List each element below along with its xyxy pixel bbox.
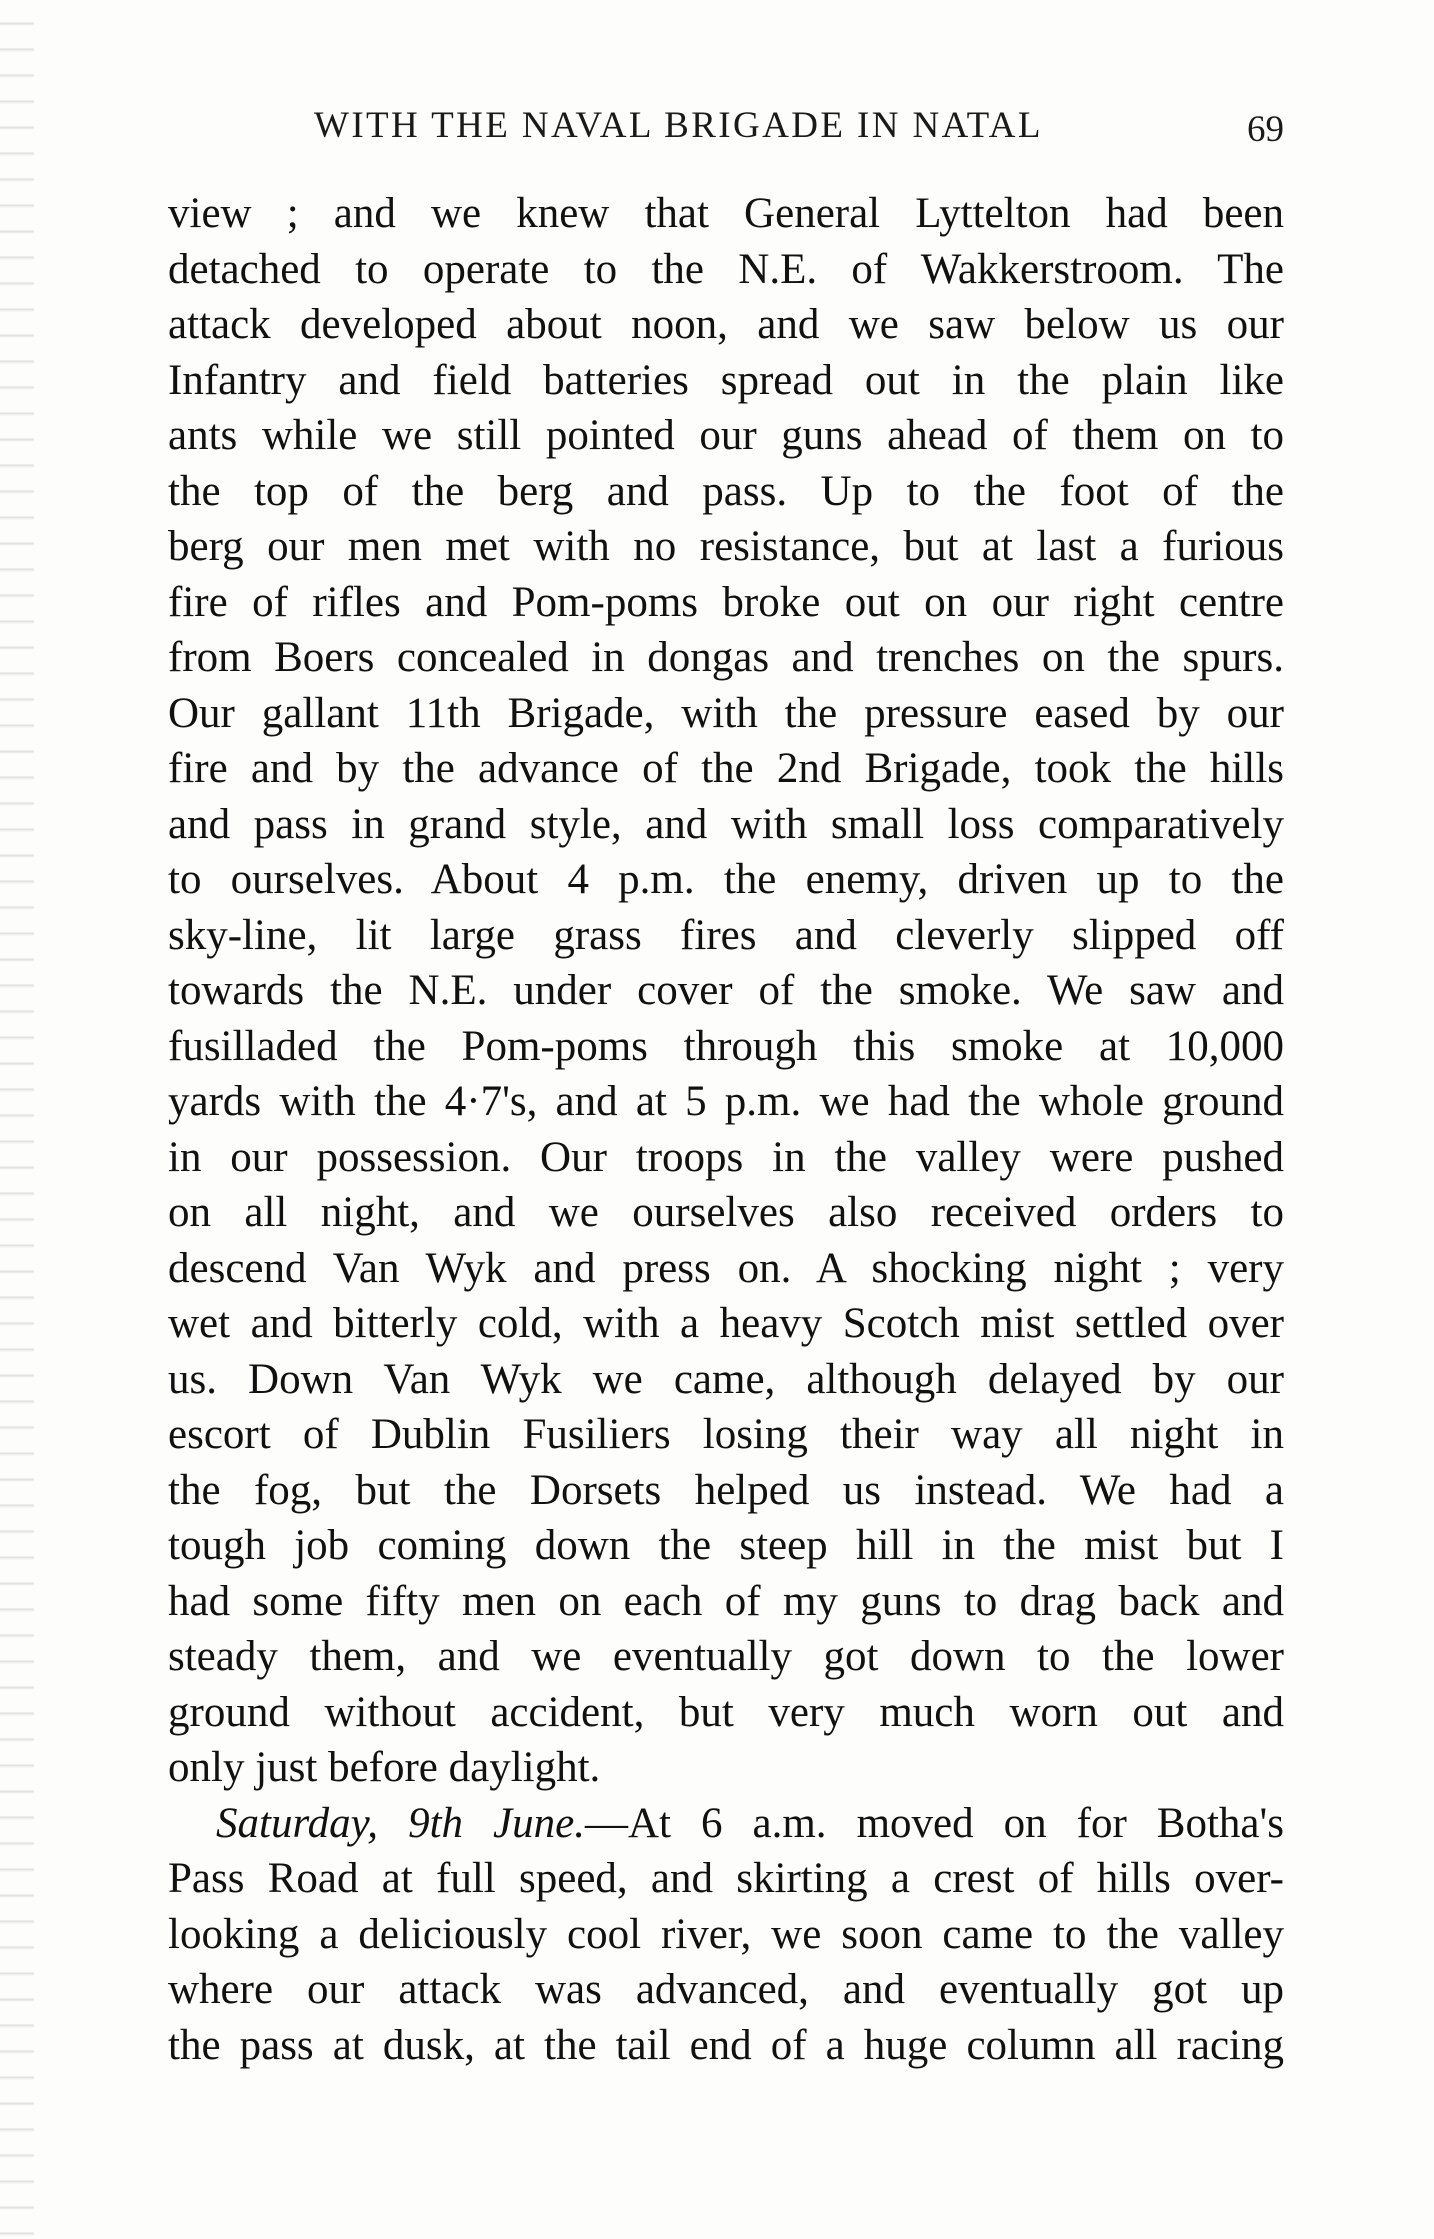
running-title: WITH THE NAVAL BRIGADE IN NATAL [314, 105, 1043, 146]
text-line: view ; and we knew that General Lyttelton had been [168, 190, 1284, 237]
text-line: Pass Road at full speed, and skirting a crest of hills over- [168, 1855, 1284, 1902]
entry-date: Saturday, 9th June. [216, 1799, 585, 1847]
text-line: the pass at dusk, at the tail end of a huge column all racing [168, 2021, 1284, 2069]
text-line: towards the N.E. under cover of the smoke. We saw and [168, 967, 1284, 1014]
text-line: us. Down Van Wyk we came, although delayed by our [168, 1355, 1284, 1403]
body-text [168, 186, 1284, 2073]
text-line: fire of rifles and Pom-poms broke out on our right centre [168, 578, 1284, 626]
page-number: 69 [1247, 109, 1284, 150]
text-line: and pass in grand style, and with small loss comparatively [168, 800, 1284, 848]
text-line: in our possession. Our troops in the valley were pushed [168, 1133, 1284, 1181]
text-line: Our gallant 11th Brigade, with the pressure eased by our [168, 689, 1284, 737]
text-line: fusilladed the Pom-poms through this smoke at 10,000 [168, 1022, 1284, 1070]
text-line: tough job coming down the steep hill in the mist but I [168, 1522, 1284, 1569]
text-line: the top of the berg and pass. Up to the foot of the [168, 467, 1284, 515]
text-line: looking a deliciously cool river, we soon came to the valley [168, 1910, 1284, 1958]
text-line: descend Van Wyk and press on. A shocking night ; very [168, 1244, 1284, 1292]
text-line: from Boers concealed in dongas and trenches on the spurs. [168, 634, 1284, 681]
text-line: the fog, but the Dorsets helped us instead. We had a [168, 1466, 1284, 1514]
text-line: steady them, and we eventually got down to the lower [168, 1633, 1284, 1680]
text-line: detached to operate to the N.E. of Wakkerstroom. The [168, 245, 1284, 293]
text-line: had some fifty men on each of my guns to drag back and [168, 1577, 1284, 1625]
running-header [168, 104, 1284, 154]
text-line: ground without accident, but very much worn out and [168, 1688, 1284, 1736]
text-line: where our attack was advanced, and eventually got up [168, 1966, 1284, 2013]
text-line: only just before daylight. [168, 1744, 601, 1791]
text-line: yards with the 4·7's, and at 5 p.m. we had the whole ground [168, 1078, 1284, 1125]
text-line: to ourselves. About 4 p.m. the enemy, driven up to the [168, 856, 1284, 903]
diary-entry-first-line [168, 1796, 1284, 1852]
text-line: on all night, and we ourselves also received orders to [168, 1189, 1284, 1236]
entry-text: —At 6 a.m. moved on for Botha's [584, 1799, 1284, 1847]
text-line: sky-line, lit large grass fires and cleverly slipped off [168, 911, 1284, 959]
text-line: ants while we still pointed our guns ahead of them on to [168, 412, 1284, 459]
text-line: fire and by the advance of the 2nd Brigade, took the hills [168, 745, 1284, 792]
text-line: escort of Dublin Fusiliers losing their way all night in [168, 1411, 1284, 1458]
text-line: wet and bitterly cold, with a heavy Scotch mist settled over [168, 1300, 1284, 1347]
text-line: Infantry and field batteries spread out in the plain like [168, 356, 1284, 404]
binding-gutter [0, 0, 34, 2239]
text-line: berg our men met with no resistance, but at last a furious [168, 523, 1284, 570]
text-line: attack developed about noon, and we saw below us our [168, 301, 1284, 348]
